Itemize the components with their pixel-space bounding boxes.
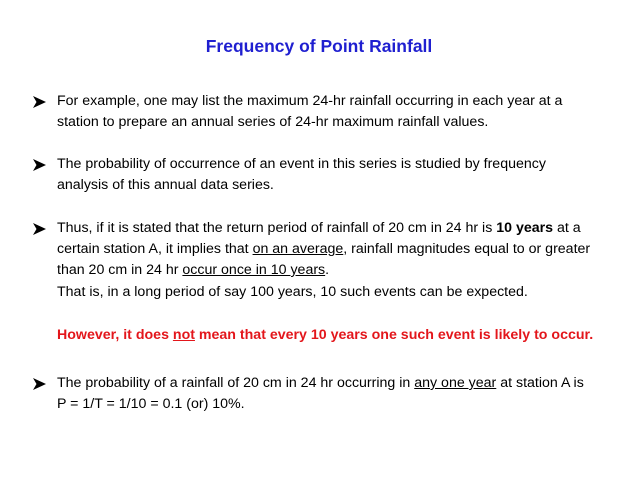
- text-run: However, it does: [57, 327, 173, 343]
- text-run: The probability of a rainfall of 20 cm in 24 hr occurring in: [57, 375, 415, 391]
- return-period-emphasis: 10 years: [496, 220, 554, 236]
- bullet-text: [57, 373, 593, 415]
- bullet-item: [33, 373, 593, 415]
- warning-line: [57, 325, 617, 346]
- underlined-phrase: on an average: [252, 241, 344, 257]
- explanation-line: That is, in a long period of say 100 years, 10 such events can be expected.: [57, 284, 528, 300]
- underlined-phrase: any one year: [414, 375, 497, 391]
- underlined-phrase: occur once in 10 years: [182, 262, 326, 278]
- arrowhead-bullet-icon: [33, 154, 47, 175]
- underlined-phrase: not: [172, 327, 195, 343]
- text-run: .: [325, 262, 330, 278]
- bullet-text: The probability of occurrence of an event in this series is studied by frequency analysis of this annual data series.: [57, 156, 546, 193]
- text-run: , rainfall magnitudes equal to or greater than 20 cm in 24 hr: [57, 241, 591, 278]
- arrowhead-bullet-icon: [33, 373, 47, 394]
- text-run: mean that every 10 years one such event is likely to occur.: [194, 327, 594, 343]
- bullet-item: [33, 154, 593, 196]
- bullet-item: [33, 218, 593, 281]
- text-run: at a certain station A, it implies that: [57, 220, 581, 257]
- bullet-item: [33, 91, 593, 133]
- arrowhead-bullet-icon: [33, 218, 47, 239]
- slide-title: Frequency of Point Rainfall: [205, 36, 433, 56]
- text-run: Thus, if it is stated that the return period of rainfall of 20 cm in 24 hr is: [57, 220, 497, 236]
- arrowhead-bullet-icon: [33, 91, 47, 112]
- text-run: at station A is P = 1/T = 1/10 = 0.1 (or) 10%.: [57, 375, 584, 412]
- bullet-text: [57, 218, 593, 281]
- bullet-text: For example, one may list the maximum 24-hr rainfall occurring in each year at a station to prepare an annual series of 24-hr maximum rainfall values.: [57, 93, 563, 130]
